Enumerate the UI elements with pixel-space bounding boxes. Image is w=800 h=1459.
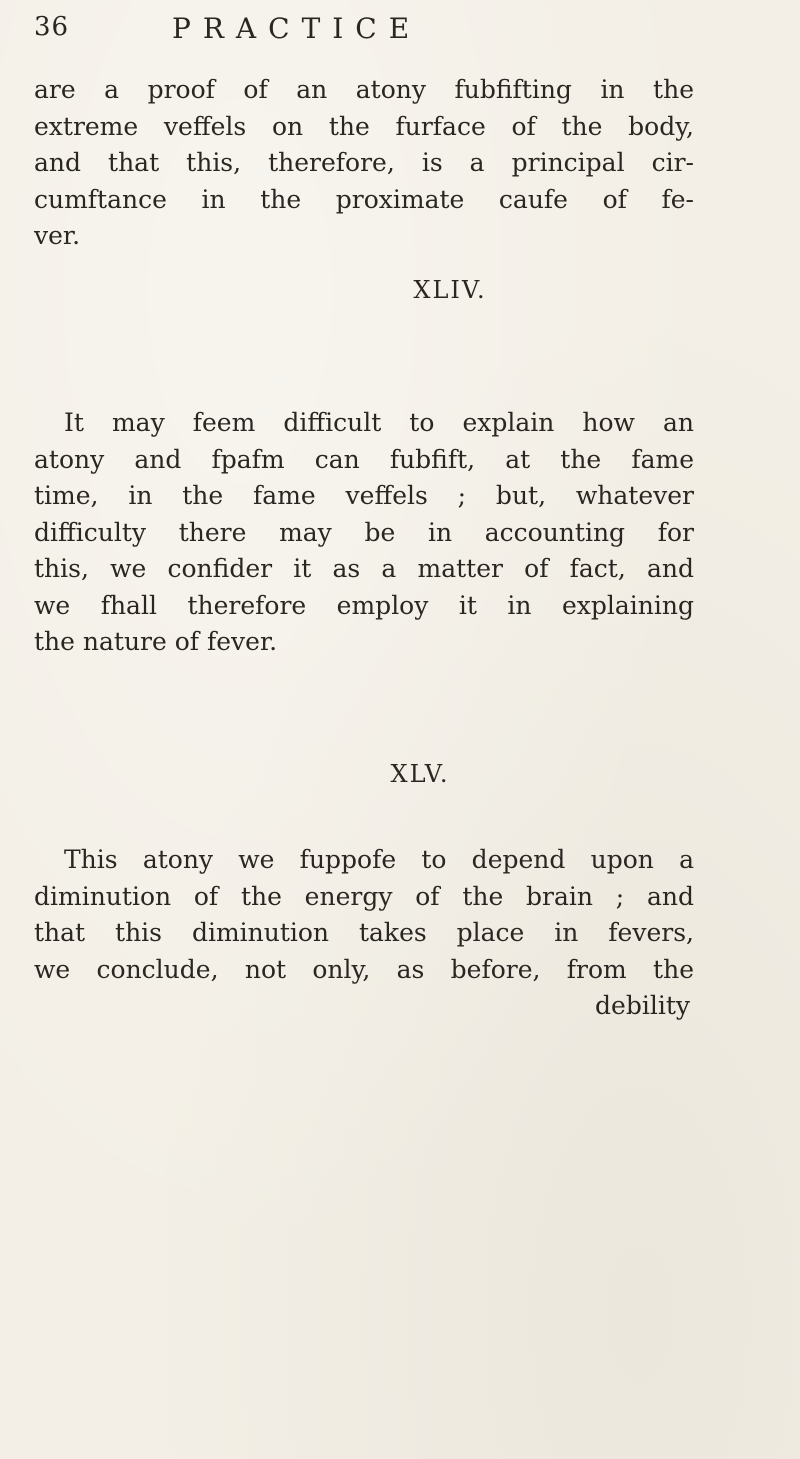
text-line: This atony we fuppofe to depend upon a xyxy=(64,845,694,874)
text-line: diminution of the energy of the brain ; and xyxy=(34,881,694,911)
page-number: 36 xyxy=(34,12,70,42)
text-line: difficulty there may be in accounting for xyxy=(34,517,694,547)
running-title: PRACTICE xyxy=(172,12,422,45)
text-line: extreme veffels on the furface of the body, xyxy=(34,111,694,141)
text-line: that this diminution takes place in fevers, xyxy=(34,918,694,947)
page-header xyxy=(34,12,674,52)
section-heading-xliv: XLIV. xyxy=(413,276,487,304)
text-line: are a proof of an atony fubfifting in the xyxy=(34,75,694,104)
text-line: atony and fpafm can fubfift, at the fame xyxy=(34,444,694,474)
text-line: ver. xyxy=(34,221,81,250)
text-line: we fhall therefore employ it in explaining xyxy=(34,590,694,620)
text-line: this, we confider it as a matter of fact, and xyxy=(34,554,694,583)
section-heading-xlv: XLV. xyxy=(390,760,450,788)
text-line: It may feem difficult to explain how an xyxy=(64,408,694,437)
text-line: and that this, therefore, is a principal cir- xyxy=(34,148,694,177)
text-line: the nature of fever. xyxy=(34,627,278,656)
paragraph-continuation xyxy=(34,72,694,255)
text-line: we conclude, not only, as before, from the xyxy=(34,954,694,984)
section-xliv-paragraph xyxy=(34,405,694,661)
text-line: time, in the fame veffels ; but, whatever xyxy=(34,481,694,510)
section-xlv-paragraph xyxy=(34,842,694,1025)
text-line: cumftance in the proximate caufe of fe- xyxy=(34,184,694,214)
catchword: debility xyxy=(595,991,690,1020)
